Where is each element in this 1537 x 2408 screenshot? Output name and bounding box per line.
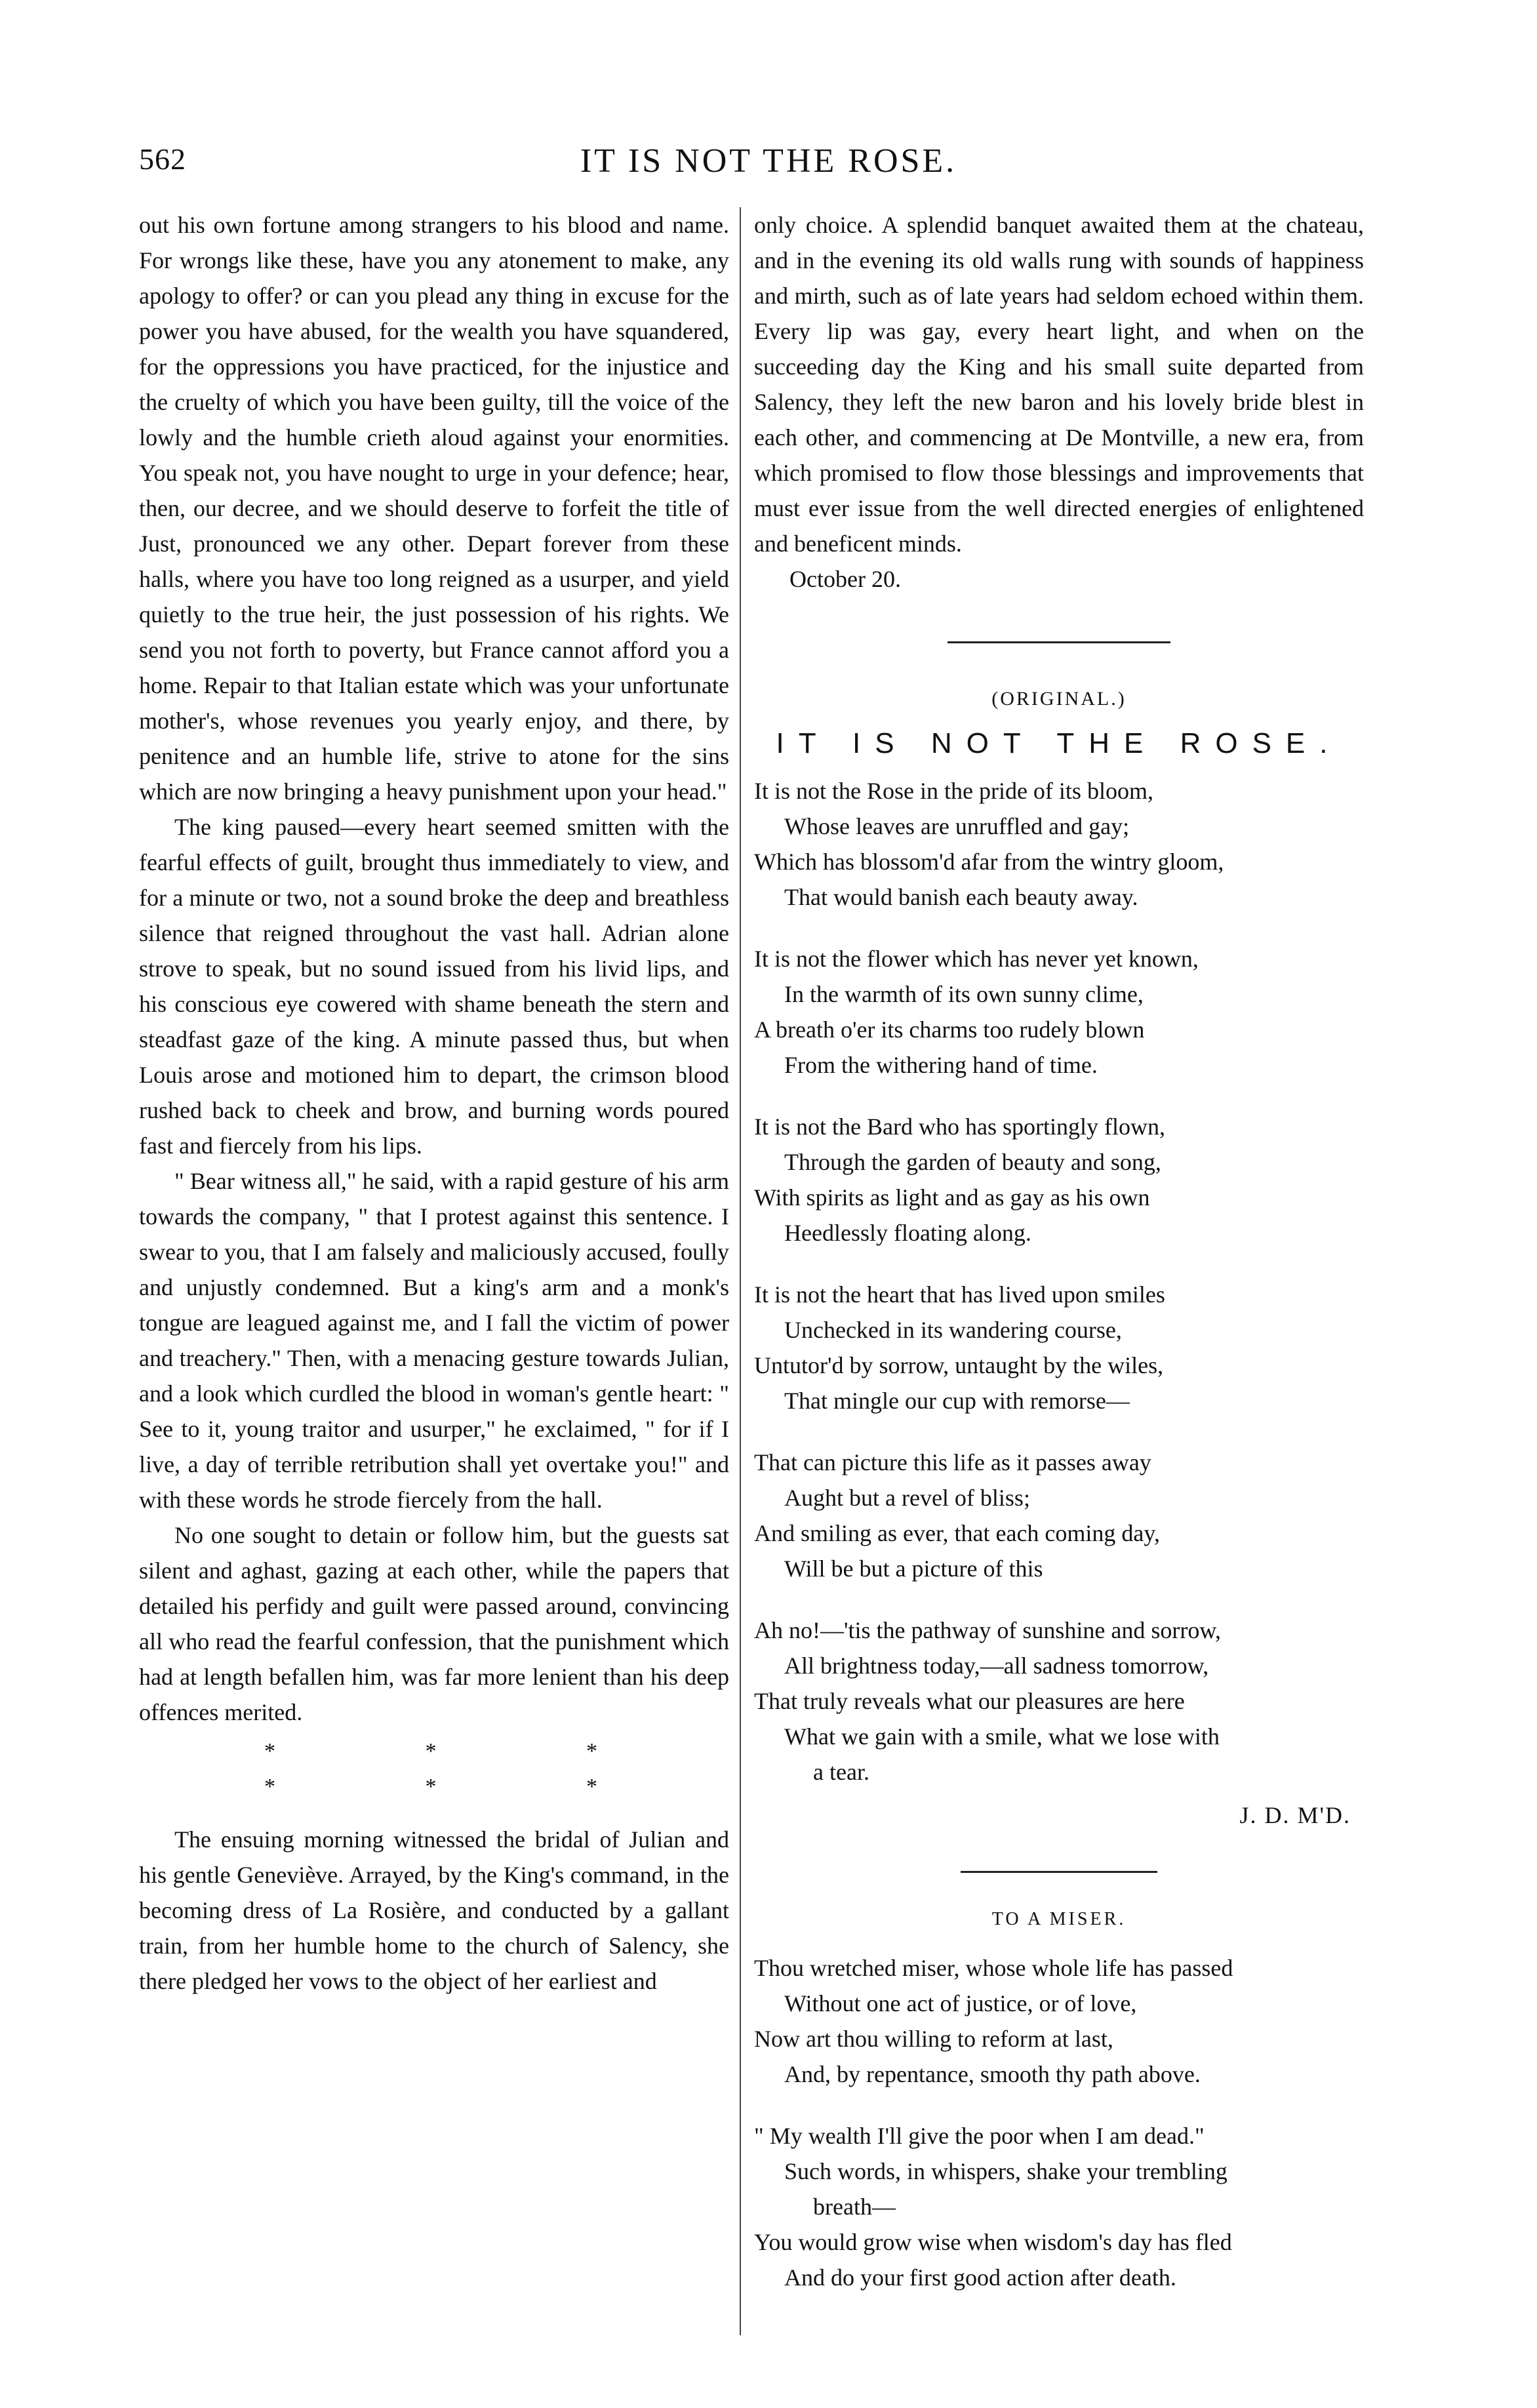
- paragraph: " Bear witness all," he said, with a rapid gesture of his arm towards the company, " that I protest against this sentence. I swear to you, that I am falsely and maliciously accused, foully and unjustly condemned. But a king's arm and a monk's tongue are leagued against me, and I fall the victim of power and treachery." Then, with a menacing gesture towards Julian, and a look which curdled the blood in woman's gentle heart: " See to it, young traitor and usurper," he exclaimed, " for if I live, a day of terrible retribution shall yet overtake you!" and with these words he strode fiercely from the hall.: [139, 1168, 729, 1513]
- poem-line: In the warmth of its own sunny clime,: [784, 981, 1144, 1007]
- poem-line: And, by repentance, smooth thy path above.: [784, 2061, 1201, 2087]
- paragraph: The ensuing morning witnessed the bridal of Julian and his gentle Geneviève. Arrayed, by the King's command, in the becoming dress of La Rosière, and conducted by a gallant train, from her humble home to the church of Salency, she there pledged her vows to the object of her earliest and: [139, 1826, 729, 1994]
- running-title: IT IS NOT THE ROSE.: [580, 142, 957, 180]
- poem-line: Aught but a revel of bliss;: [784, 1485, 1030, 1511]
- poem-stanza: [754, 1277, 1364, 1418]
- poem-line: It is not the Rose in the pride of its bloom,: [754, 778, 1153, 804]
- poem-line: Ah no!—'tis the pathway of sunshine and sorrow,: [754, 1617, 1222, 1643]
- poem-stanza: [754, 1950, 1364, 2092]
- poem-line: That mingle our cup with remorse—: [784, 1388, 1130, 1414]
- poem-stanza: [754, 2118, 1364, 2295]
- section-rule: [948, 641, 1170, 643]
- poem-line: It is not the heart that has lived upon smiles: [754, 1281, 1165, 1308]
- poem-stanza: [754, 773, 1364, 915]
- poem-line: That would banish each beauty away.: [784, 884, 1138, 910]
- column-divider: [740, 207, 741, 2335]
- poem-line: Whose leaves are unruffled and gay;: [784, 813, 1130, 839]
- poem-line: Which has blossom'd afar from the wintry gloom,: [754, 849, 1224, 875]
- poem-line: That can picture this life as it passes away: [754, 1449, 1151, 1475]
- poem-line: Untutor'd by sorrow, untaught by the wiles,: [754, 1352, 1164, 1378]
- left-column: [139, 207, 729, 1999]
- poem-line: Will be but a picture of this: [784, 1555, 1043, 1582]
- poem-line: You would grow wise when wisdom's day has fled: [754, 2229, 1232, 2255]
- section-break-stars: * * * * * *: [264, 1739, 669, 1799]
- poem-label: (ORIGINAL.): [991, 688, 1127, 710]
- poem-line: a tear.: [813, 1759, 869, 1785]
- paragraph: only choice. A splendid banquet awaited them at the chateau, and in the evening its old walls rung with sounds of happiness and mirth, such as of late years had seldom echoed within them. Every lip was gay, every heart light, and when on the succeeding day the King and his small suite departed from Salency, they left the new baron and his lovely bride blest in each other, and commencing at De Montville, a new era, from which promised to flow those blessings and improvements that must ever issue from the well directed energies of enlightened and beneficent minds.: [754, 212, 1364, 557]
- paragraph: The king paused—every heart seemed smitten with the fearful effects of guilt, brought thus immediately to view, and for a minute or two, not a sound broke the deep and breathless silence that reigned throughout the vast hall. Adrian alone strove to speak, but no sound issued from his livid lips, and his conscious eye cowered with shame beneath the stern and steadfast gaze of the king. A minute passed thus, but when Louis arose and motioned him to depart, the crimson blood rushed back to cheek and brow, and burning words poured fast and fiercely from his lips.: [139, 814, 729, 1159]
- poem-line: Heedlessly floating along.: [784, 1220, 1031, 1246]
- poem-line: Unchecked in its wandering course,: [784, 1317, 1122, 1343]
- section-rule: [961, 1871, 1157, 1873]
- poem-line: That truly reveals what our pleasures are here: [754, 1688, 1185, 1714]
- poem-stanza: [754, 1109, 1364, 1251]
- poem-line: Through the garden of beauty and song,: [784, 1149, 1161, 1175]
- poem-line: And smiling as ever, that each coming day,: [754, 1520, 1161, 1546]
- poem-line: It is not the Bard who has sportingly flown,: [754, 1114, 1165, 1140]
- poem-line: " My wealth I'll give the poor when I am dead.": [754, 2123, 1205, 2149]
- poem-line: With spirits as light and as gay as his own: [754, 1184, 1150, 1211]
- poem-stanza: [754, 1613, 1364, 1790]
- poem-line: All brightness today,—all sadness tomorrow,: [784, 1653, 1209, 1679]
- poem-line: It is not the flower which has never yet known,: [754, 946, 1199, 972]
- paragraph: No one sought to detain or follow him, but the guests sat silent and aghast, gazing at each other, while the papers that detailed his perfidy and guilt were passed around, convincing all who read the fearful confession, that the punishment which had at length befallen him, was far more lenient than his deep offences merited.: [139, 1522, 729, 1725]
- paragraph: out his own fortune among strangers to his blood and name. For wrongs like these, have you any atonement to make, any apology to offer? or can you plead any thing in excuse for the power you have abused, for the wealth you have squandered, for the oppressions you have practiced, for the injustice and the cruelty of which you have been guilty, till the voice of the lowly and the humble crieth aloud against your enormities. You speak not, you have nought to urge in your defence; hear, then, our decree, and we should deserve to forfeit the title of Just, pronounced we any other. Depart forever from these halls, where you have too long reigned as a usurper, and yield quietly to the true heir, the just possession of his rights. We send you not forth to poverty, but France cannot afford you a home. Repair to that Italian estate which was your unfortunate mother's, whose revenues you yearly enjoy, and there, by penitence and an humble life, strive to atone for the sins which are now bringing a heavy punishment upon your head.": [139, 212, 729, 805]
- poem-signature: J. D. M'D.: [1239, 1802, 1351, 1828]
- poem-stanza: [754, 1445, 1364, 1586]
- poem-line: Without one act of justice, or of love,: [784, 1990, 1137, 2017]
- poem-line: And do your first good action after death.: [784, 2264, 1176, 2291]
- right-column: [754, 207, 1364, 2295]
- poem-line: A breath o'er its charms too rudely blown: [754, 1016, 1145, 1043]
- dateline: October 20.: [789, 566, 901, 592]
- poem-line: Such words, in whispers, shake your trembling: [784, 2158, 1228, 2184]
- poem-line: Thou wretched miser, whose whole life has passed: [754, 1955, 1233, 1981]
- poem-line: Now art thou willing to reform at last,: [754, 2026, 1113, 2052]
- page-number: 562: [139, 142, 186, 176]
- miser-poem-title: TO A MISER.: [991, 1909, 1127, 1929]
- poem-title: IT IS NOT THE ROSE.: [776, 727, 1342, 759]
- poem-line: breath—: [813, 2194, 896, 2220]
- poem-line: From the withering hand of time.: [784, 1052, 1098, 1078]
- poem-line: What we gain with a smile, what we lose with: [784, 1723, 1220, 1750]
- poem-stanza: [754, 941, 1364, 1083]
